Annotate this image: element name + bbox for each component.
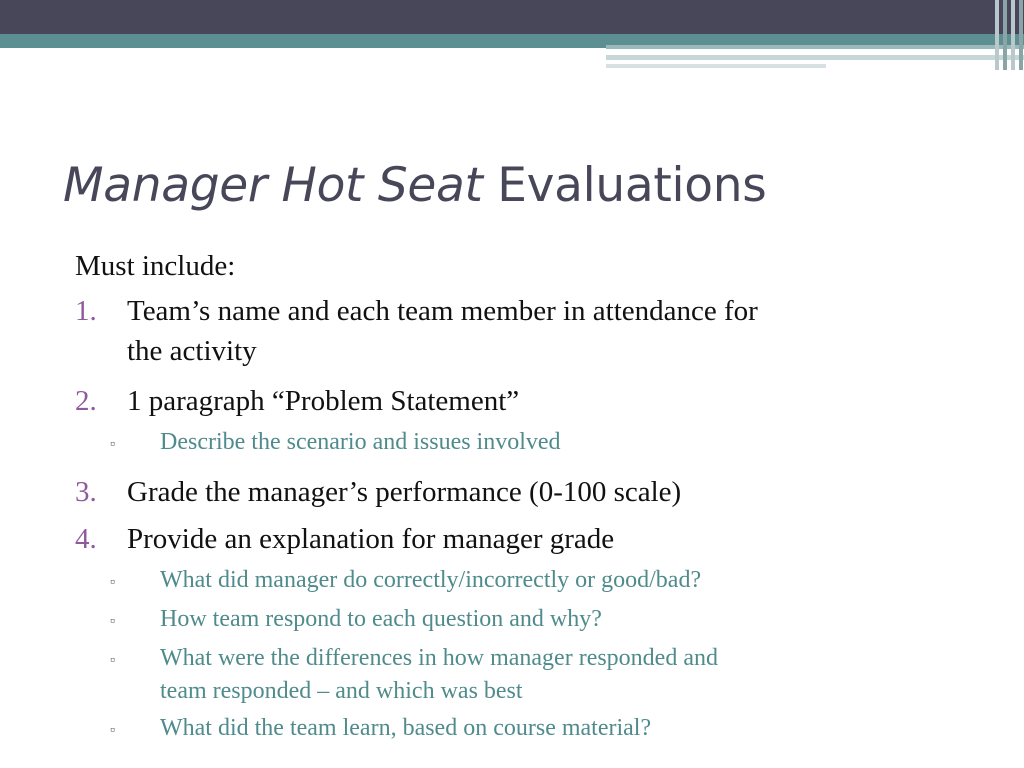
list-item-text: Grade the manager’s performance (0-100 scale) xyxy=(127,476,682,508)
list-item-text: 1 paragraph “Problem Statement” xyxy=(127,385,520,417)
sub-bullet-icon: ▫ xyxy=(110,437,115,452)
sub-bullet-icon: ▫ xyxy=(110,653,115,668)
list-number: 4. xyxy=(75,523,97,555)
slide-title-rest: Evaluations xyxy=(497,158,767,213)
sub-bullet-icon: ▫ xyxy=(110,575,115,590)
list-number: 3. xyxy=(75,476,97,508)
sub-item-text: What did the team learn, based on course material? xyxy=(160,715,652,741)
sub-item-text: What were the differences in how manager responded and xyxy=(160,645,718,671)
list-item-text: the activity xyxy=(127,335,257,367)
list-number: 2. xyxy=(75,385,97,417)
sub-bullet-icon: ▫ xyxy=(110,614,115,629)
sub-item-text: What did manager do correctly/incorrectly or good/bad? xyxy=(160,567,702,593)
sub-item-text: How team respond to each question and why? xyxy=(160,606,602,632)
list-item-text: Provide an explanation for manager grade xyxy=(127,523,615,555)
list-item-text: Team’s name and each team member in attendance for xyxy=(127,295,758,327)
list-number: 1. xyxy=(75,295,97,327)
lead-text: Must include: xyxy=(75,250,236,282)
sub-item-text: Describe the scenario and issues involved xyxy=(160,429,561,455)
slide-title-italic: Manager Hot Seat xyxy=(63,158,483,213)
sub-item-text: team responded – and which was best xyxy=(160,678,523,704)
sub-bullet-icon: ▫ xyxy=(110,723,115,738)
